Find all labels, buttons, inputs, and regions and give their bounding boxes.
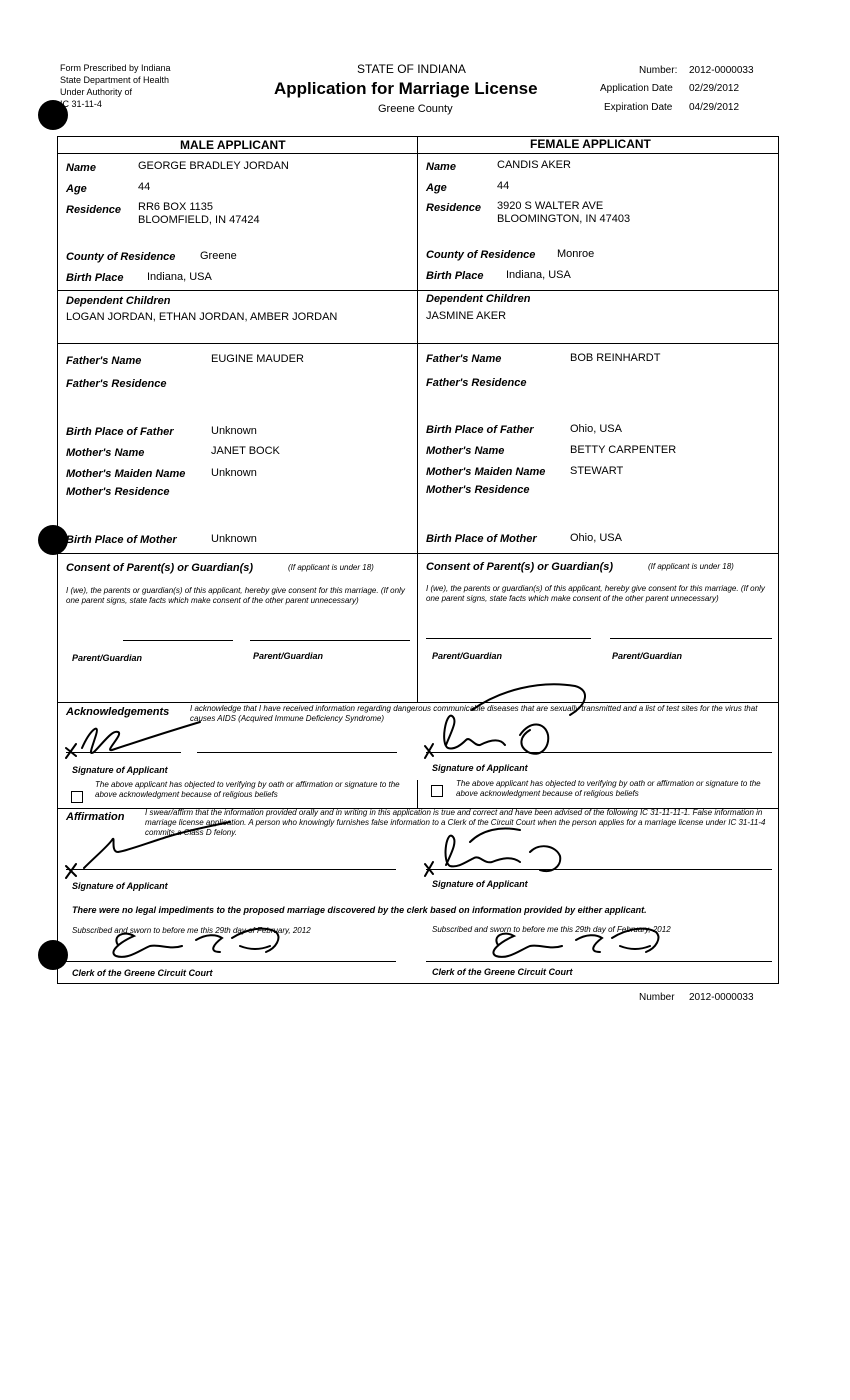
female-birth-place: Indiana, USA xyxy=(506,269,571,281)
female-heading: FEMALE APPLICANT xyxy=(530,137,651,151)
form-note: Under Authority of xyxy=(60,87,133,97)
signature-of-applicant-label: Signature of Applicant xyxy=(72,765,168,775)
female-age: 44 xyxy=(497,180,510,192)
label-age: Age xyxy=(66,183,87,195)
clerk-signature xyxy=(493,929,658,957)
label-mothers-residence: Mother's Residence xyxy=(426,484,530,496)
exp-date-value: 04/29/2012 xyxy=(689,102,740,113)
male-residence-2: BLOOMFIELD, IN 47424 xyxy=(138,214,260,226)
objection-text: The above applicant has objected to verifying by oath or affirmation or signature to the above acknowledgment because of religious beliefs xyxy=(95,780,400,799)
app-date-value: 02/29/2012 xyxy=(689,83,740,94)
label-mothers-maiden: Mother's Maiden Name xyxy=(426,466,546,478)
consent-title: Consent of Parent(s) or Guardian(s) xyxy=(66,562,254,574)
footer-number-label: Number xyxy=(639,992,675,1003)
label-mothers-name: Mother's Name xyxy=(66,447,145,459)
female-county: Monroe xyxy=(557,248,595,260)
male-ack-signature xyxy=(66,722,200,758)
female-dependent-children: JASMINE AKER xyxy=(426,310,507,322)
acknowledgements-title: Acknowledgements xyxy=(66,706,170,718)
county-title: Greene County xyxy=(378,103,453,115)
male-age: 44 xyxy=(138,181,151,193)
parent-guardian-label: Parent/Guardian xyxy=(432,651,503,661)
signature-of-applicant-label: Signature of Applicant xyxy=(432,879,528,889)
label-birth-place-father: Birth Place of Father xyxy=(426,424,534,436)
clerk-signature xyxy=(113,929,278,957)
female-birth-place-mother: Ohio, USA xyxy=(570,532,622,544)
female-birth-place-father: Ohio, USA xyxy=(570,423,622,435)
male-name: GEORGE BRADLEY JORDAN xyxy=(138,160,289,172)
male-dependent-children: LOGAN JORDAN, ETHAN JORDAN, AMBER JORDAN xyxy=(66,311,338,323)
label-mothers-name: Mother's Name xyxy=(426,445,505,457)
app-date-label: Application Date xyxy=(600,83,673,94)
acknowledgements-text: I acknowledge that I have received information regarding dangerous communicable diseases that are sexually transmitted and a list of test sites for the virus that causes AIDS (Acquired Immune Deficiency Syndrome) xyxy=(190,704,758,723)
label-birth-place-father: Birth Place of Father xyxy=(66,426,174,438)
number-label: Number: xyxy=(639,65,678,76)
consent-text: I (we), the parents or guardian(s) of this applicant, hereby give consent for this marriage. (If only one parent signs, state facts which make consent of the other parent unnecessary) xyxy=(426,584,765,603)
label-county: County of Residence xyxy=(426,249,536,261)
label-fathers-residence: Father's Residence xyxy=(66,378,167,390)
consent-title: Consent of Parent(s) or Guardian(s) xyxy=(426,561,614,573)
form-note: Form Prescribed by Indiana xyxy=(60,63,171,73)
label-county: County of Residence xyxy=(66,251,176,263)
signature-of-applicant-label: Signature of Applicant xyxy=(432,763,528,773)
female-mothers-maiden: STEWART xyxy=(570,465,624,477)
footer-number-value: 2012-0000033 xyxy=(689,992,754,1003)
label-fathers-residence: Father's Residence xyxy=(426,377,527,389)
male-residence-1: RR6 BOX 1135 xyxy=(138,201,214,213)
form-note: IC 31-11-4 xyxy=(60,99,102,109)
consent-note: (If applicant is under 18) xyxy=(288,563,374,572)
female-fathers-name: BOB REINHARDT xyxy=(570,352,661,364)
label-birth-place-mother: Birth Place of Mother xyxy=(426,533,537,545)
parent-guardian-label: Parent/Guardian xyxy=(253,651,324,661)
state-title: STATE OF INDIANA xyxy=(357,62,466,76)
consent-note: (If applicant is under 18) xyxy=(648,562,734,571)
male-mothers-name: JANET BOCK xyxy=(211,445,280,457)
label-name: Name xyxy=(426,161,456,173)
page-title: Application for Marriage License xyxy=(274,79,538,98)
subscribed-text: Subscribed and sworn to before me this 29th day of February, 2012 xyxy=(432,925,671,934)
label-birth-place-mother: Birth Place of Mother xyxy=(66,534,177,546)
female-mothers-name: BETTY CARPENTER xyxy=(570,444,677,456)
male-birth-place: Indiana, USA xyxy=(147,271,212,283)
number-value: 2012-0000033 xyxy=(689,65,754,76)
exp-date-label: Expiration Date xyxy=(604,102,673,113)
female-ack-signature xyxy=(425,684,585,758)
parent-guardian-label: Parent/Guardian xyxy=(612,651,683,661)
female-residence-1: 3920 S WALTER AVE xyxy=(497,200,604,212)
male-fathers-name: EUGINE MAUDER xyxy=(211,353,304,365)
clerk-label: Clerk of the Greene Circuit Court xyxy=(432,967,573,977)
impediments-text: There were no legal impediments to the proposed marriage discovered by the clerk based on information provided by either applicant. xyxy=(72,905,647,915)
label-dependent-children: Dependent Children xyxy=(66,295,171,307)
affirmation-title: Affirmation xyxy=(66,811,125,823)
consent-text: I (we), the parents or guardian(s) of this applicant, hereby give consent for this marriage. (If only one parent signs, state facts which make consent of the other parent unnecessary) xyxy=(66,586,405,605)
subscribed-text: Subscribed and sworn to before me this 29th day of February, 2012 xyxy=(72,926,311,935)
female-name: CANDIS AKER xyxy=(497,159,571,171)
affirmation-text: I swear/affirm that the information provided orally and in writing in this application is true and correct and have been advised of the following IC 31-11-11-1. False information in marriage license application. A person who knowingly furnishes false information to a Clerk of the Circuit Court when the person applies for a marriage license under IC 31-11-4 commits a Class D felony. xyxy=(145,808,766,837)
female-residence-2: BLOOMINGTON, IN 47403 xyxy=(497,213,631,225)
label-birth-place: Birth Place xyxy=(426,270,484,282)
label-residence: Residence xyxy=(426,202,482,214)
parent-guardian-label: Parent/Guardian xyxy=(72,653,143,663)
label-age: Age xyxy=(426,182,447,194)
objection-text: The above applicant has objected to verifying by oath or affirmation or signature to the above acknowledgment because of religious beliefs xyxy=(456,779,761,798)
label-fathers-name: Father's Name xyxy=(66,355,142,367)
signature-of-applicant-label: Signature of Applicant xyxy=(72,881,168,891)
female-aff-signature xyxy=(425,829,560,877)
male-heading: MALE APPLICANT xyxy=(180,138,286,152)
form-note: State Department of Health xyxy=(60,75,170,85)
label-mothers-residence: Mother's Residence xyxy=(66,486,170,498)
male-birth-place-father: Unknown xyxy=(211,425,257,437)
label-dependent-children: Dependent Children xyxy=(426,293,531,305)
label-mothers-maiden: Mother's Maiden Name xyxy=(66,468,186,480)
male-birth-place-mother: Unknown xyxy=(211,533,257,545)
label-fathers-name: Father's Name xyxy=(426,353,502,365)
label-residence: Residence xyxy=(66,204,122,216)
male-county: Greene xyxy=(200,250,237,262)
label-name: Name xyxy=(66,162,96,174)
male-aff-signature xyxy=(66,822,230,878)
clerk-label: Clerk of the Greene Circuit Court xyxy=(72,968,213,978)
label-birth-place: Birth Place xyxy=(66,272,124,284)
male-mothers-maiden: Unknown xyxy=(211,467,257,479)
